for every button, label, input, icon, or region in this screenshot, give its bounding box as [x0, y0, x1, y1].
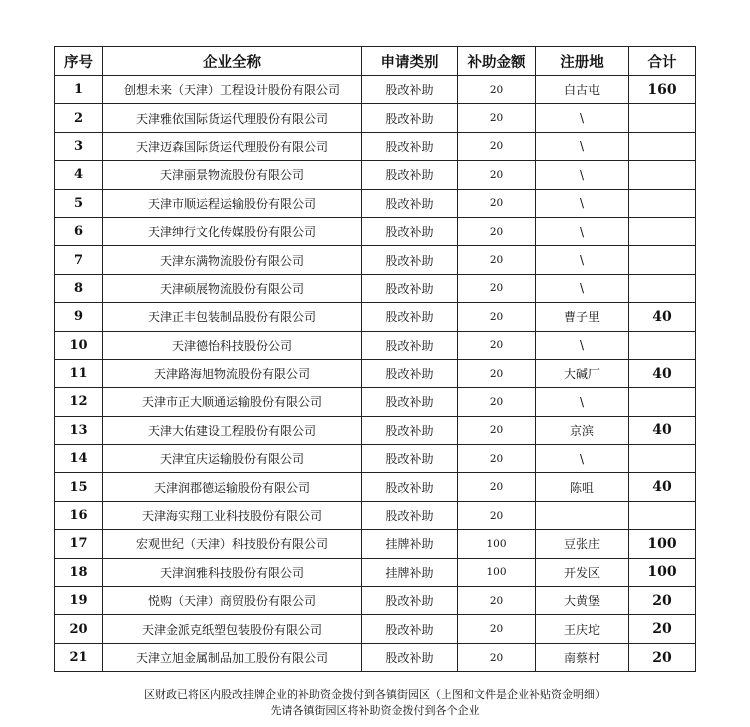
cell-registered-place: 白古屯 [536, 76, 629, 104]
cell-subsidy-amount: 20 [458, 189, 536, 217]
cell-registered-place: 大黄堡 [536, 587, 629, 615]
cell-registered-place: \ [536, 246, 629, 274]
cell-company-name: 天津丽景物流股份有限公司 [103, 161, 362, 189]
cell-subsidy-amount: 20 [458, 104, 536, 132]
note-line-2: 先请各镇街园区将补助资金拨付到各个企业 [270, 704, 480, 717]
note-line-1: 区财政已将区内股改挂牌企业的补助资金拨付到各镇街园区（上图和文件是企业补贴资金明细） [144, 688, 606, 701]
header-subsidy-amount: 补助金额 [458, 47, 536, 76]
cell-application-type: 股改补助 [362, 217, 458, 245]
cell-subsidy-amount: 20 [458, 331, 536, 359]
cell-subsidy-amount: 20 [458, 416, 536, 444]
cell-total [629, 132, 696, 160]
cell-registered-place: \ [536, 189, 629, 217]
cell-subsidy-amount: 20 [458, 473, 536, 501]
cell-registered-place: 大碱厂 [536, 359, 629, 387]
cell-index: 2 [55, 104, 103, 132]
cell-index: 11 [55, 359, 103, 387]
cell-index: 16 [55, 501, 103, 529]
cell-total: 20 [629, 643, 696, 671]
table-header-row [55, 47, 696, 76]
cell-total [629, 274, 696, 302]
subsidy-table [54, 46, 696, 672]
cell-registered-place: 豆张庄 [536, 530, 629, 558]
table-row [55, 246, 696, 274]
cell-total: 40 [629, 473, 696, 501]
cell-registered-place: 南蔡村 [536, 643, 629, 671]
header-total: 合计 [629, 47, 696, 76]
cell-total [629, 331, 696, 359]
table-row [55, 643, 696, 671]
cell-company-name: 天津宜庆运输股份有限公司 [103, 445, 362, 473]
table-row [55, 558, 696, 586]
cell-index: 15 [55, 473, 103, 501]
table-row [55, 303, 696, 331]
cell-total: 100 [629, 530, 696, 558]
cell-subsidy-amount: 20 [458, 161, 536, 189]
table-row [55, 359, 696, 387]
header-registered-place: 注册地 [536, 47, 629, 76]
cell-subsidy-amount: 20 [458, 388, 536, 416]
cell-subsidy-amount: 20 [458, 303, 536, 331]
cell-subsidy-amount: 20 [458, 501, 536, 529]
cell-total [629, 501, 696, 529]
cell-subsidy-amount: 20 [458, 132, 536, 160]
cell-index: 8 [55, 274, 103, 302]
cell-application-type: 股改补助 [362, 76, 458, 104]
cell-company-name: 天津润雅科技股份有限公司 [103, 558, 362, 586]
cell-subsidy-amount: 20 [458, 643, 536, 671]
cell-registered-place: 京滨 [536, 416, 629, 444]
cell-index: 6 [55, 217, 103, 245]
cell-total [629, 246, 696, 274]
cell-registered-place: \ [536, 104, 629, 132]
cell-registered-place: 曹子里 [536, 303, 629, 331]
cell-subsidy-amount: 20 [458, 76, 536, 104]
cell-company-name: 天津绅行文化传媒股份有限公司 [103, 217, 362, 245]
cell-application-type: 股改补助 [362, 615, 458, 643]
cell-company-name: 天津润郡德运输股份有限公司 [103, 473, 362, 501]
cell-index: 7 [55, 246, 103, 274]
table-row [55, 76, 696, 104]
cell-index: 13 [55, 416, 103, 444]
cell-company-name: 天津正丰包装制品股份有限公司 [103, 303, 362, 331]
cell-registered-place: \ [536, 161, 629, 189]
table-row [55, 132, 696, 160]
table-row [55, 217, 696, 245]
cell-application-type: 股改补助 [362, 161, 458, 189]
cell-subsidy-amount: 20 [458, 445, 536, 473]
table-row [55, 473, 696, 501]
table-row [55, 104, 696, 132]
cell-index: 1 [55, 76, 103, 104]
cell-application-type: 股改补助 [362, 104, 458, 132]
cell-company-name: 天津金派克纸塑包装股份有限公司 [103, 615, 362, 643]
cell-index: 19 [55, 587, 103, 615]
cell-company-name: 宏观世纪（天津）科技股份有限公司 [103, 530, 362, 558]
cell-subsidy-amount: 100 [458, 558, 536, 586]
cell-application-type: 挂牌补助 [362, 530, 458, 558]
cell-company-name: 天津雅依国际货运代理股份有限公司 [103, 104, 362, 132]
table-row [55, 416, 696, 444]
cell-company-name: 天津立旭金属制品加工股份有限公司 [103, 643, 362, 671]
cell-total [629, 161, 696, 189]
cell-application-type: 股改补助 [362, 643, 458, 671]
cell-registered-place: 陈咀 [536, 473, 629, 501]
cell-application-type: 股改补助 [362, 473, 458, 501]
cell-registered-place: \ [536, 217, 629, 245]
cell-index: 3 [55, 132, 103, 160]
cell-total [629, 104, 696, 132]
cell-total: 20 [629, 615, 696, 643]
table-row [55, 530, 696, 558]
cell-index: 18 [55, 558, 103, 586]
cell-total: 100 [629, 558, 696, 586]
cell-application-type: 股改补助 [362, 303, 458, 331]
cell-company-name: 天津大佑建设工程股份有限公司 [103, 416, 362, 444]
cell-application-type: 股改补助 [362, 501, 458, 529]
table-row [55, 501, 696, 529]
cell-application-type: 股改补助 [362, 189, 458, 217]
cell-registered-place: 开发区 [536, 558, 629, 586]
cell-subsidy-amount: 20 [458, 615, 536, 643]
cell-total: 160 [629, 76, 696, 104]
cell-registered-place: \ [536, 331, 629, 359]
cell-subsidy-amount: 20 [458, 359, 536, 387]
cell-application-type: 股改补助 [362, 274, 458, 302]
cell-subsidy-amount: 20 [458, 246, 536, 274]
cell-company-name: 天津迈森国际货运代理股份有限公司 [103, 132, 362, 160]
cell-company-name: 天津市正大顺通运输股份有限公司 [103, 388, 362, 416]
cell-company-name: 悦购（天津）商贸股份有限公司 [103, 587, 362, 615]
cell-index: 21 [55, 643, 103, 671]
cell-total: 40 [629, 416, 696, 444]
cell-application-type: 股改补助 [362, 132, 458, 160]
cell-index: 12 [55, 388, 103, 416]
cell-total: 40 [629, 303, 696, 331]
cell-index: 20 [55, 615, 103, 643]
cell-subsidy-amount: 20 [458, 217, 536, 245]
table-row [55, 388, 696, 416]
cell-subsidy-amount: 20 [458, 274, 536, 302]
cell-application-type: 股改补助 [362, 416, 458, 444]
header-index: 序号 [55, 47, 103, 76]
cell-index: 9 [55, 303, 103, 331]
cell-total [629, 388, 696, 416]
table-row [55, 331, 696, 359]
cell-registered-place: \ [536, 274, 629, 302]
cell-application-type: 股改补助 [362, 445, 458, 473]
cell-application-type: 股改补助 [362, 331, 458, 359]
table-row [55, 587, 696, 615]
cell-application-type: 股改补助 [362, 388, 458, 416]
cell-subsidy-amount: 20 [458, 587, 536, 615]
cell-application-type: 股改补助 [362, 359, 458, 387]
table-row [55, 615, 696, 643]
table-row [55, 445, 696, 473]
header-company-name: 企业全称 [103, 47, 362, 76]
cell-index: 5 [55, 189, 103, 217]
table-row [55, 189, 696, 217]
cell-registered-place: \ [536, 445, 629, 473]
cell-registered-place: \ [536, 388, 629, 416]
cell-company-name: 天津德怡科技股份公司 [103, 331, 362, 359]
cell-registered-place: \ [536, 132, 629, 160]
cell-application-type: 挂牌补助 [362, 558, 458, 586]
cell-company-name: 创想未来（天津）工程设计股份有限公司 [103, 76, 362, 104]
cell-total [629, 445, 696, 473]
cell-index: 4 [55, 161, 103, 189]
table-body [55, 76, 696, 672]
cell-subsidy-amount: 100 [458, 530, 536, 558]
cell-index: 14 [55, 445, 103, 473]
table-row [55, 161, 696, 189]
table-row [55, 274, 696, 302]
cell-total [629, 217, 696, 245]
cell-company-name: 天津硕展物流股份有限公司 [103, 274, 362, 302]
cell-company-name: 天津东满物流股份有限公司 [103, 246, 362, 274]
cell-total: 20 [629, 587, 696, 615]
cell-registered-place: 王庆坨 [536, 615, 629, 643]
cell-company-name: 天津路海旭物流股份有限公司 [103, 359, 362, 387]
cell-total [629, 189, 696, 217]
cell-company-name: 天津市顺运程运输股份有限公司 [103, 189, 362, 217]
cell-index: 17 [55, 530, 103, 558]
cell-company-name: 天津海实翔工业科技股份有限公司 [103, 501, 362, 529]
cell-total: 40 [629, 359, 696, 387]
cell-index: 10 [55, 331, 103, 359]
cell-registered-place [536, 501, 629, 529]
header-application-type: 申请类别 [362, 47, 458, 76]
cell-application-type: 股改补助 [362, 587, 458, 615]
cell-application-type: 股改补助 [362, 246, 458, 274]
